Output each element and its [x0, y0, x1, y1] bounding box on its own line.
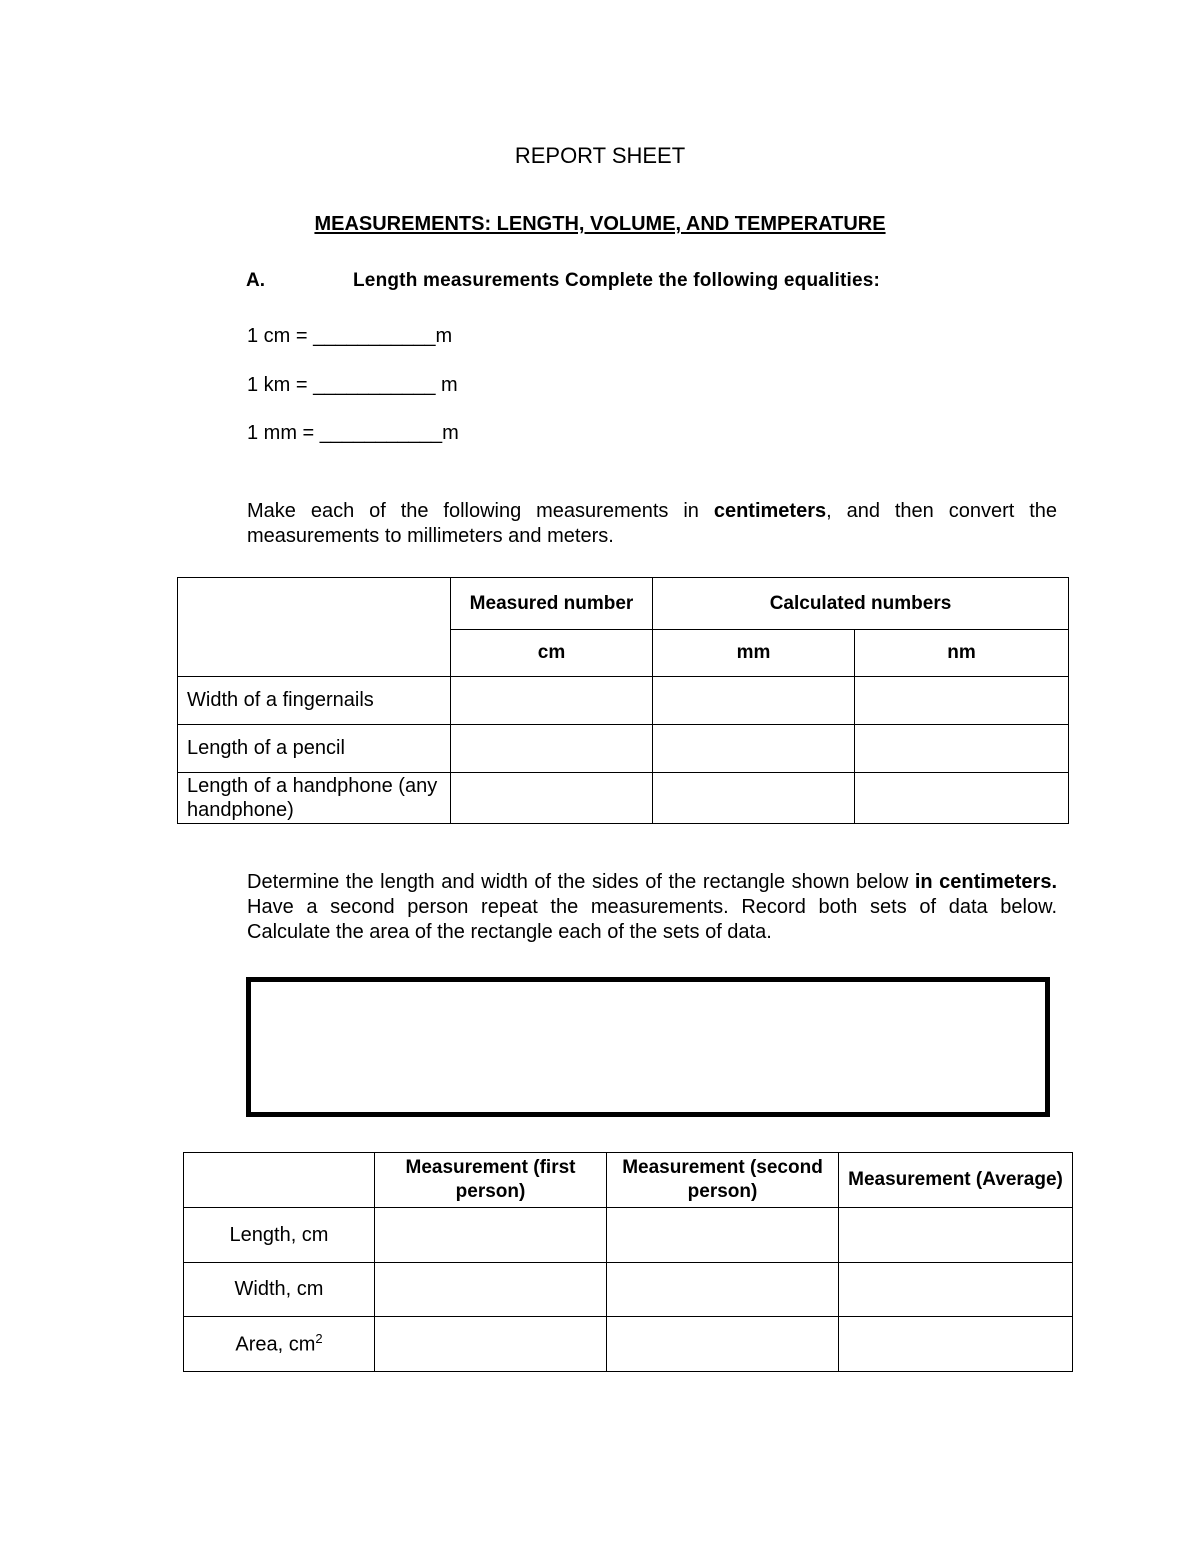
table-row [178, 677, 1069, 725]
table-row [178, 773, 1069, 824]
table1-row-label: Width of a fingernails [178, 677, 451, 725]
measurement-rectangle [246, 977, 1050, 1117]
table1-header-calculated: Calculated numbers [653, 578, 1069, 630]
table1-unit-mm: mm [653, 630, 855, 677]
area-superscript: 2 [315, 1331, 323, 1347]
equality-km: 1 km = ___________ m [247, 374, 458, 396]
para2-bold-text: in centimeters. [914, 871, 1058, 893]
table2-cell[interactable] [839, 1263, 1073, 1317]
table1-cell[interactable] [653, 677, 855, 725]
table-row [184, 1208, 1073, 1263]
table2-cell[interactable] [839, 1208, 1073, 1263]
length-measurements-table [177, 577, 1069, 824]
table2-header-first-person: Measurement (first person) [375, 1153, 607, 1208]
table1-unit-nm: nm [855, 630, 1069, 677]
para1-text-before: Make each of the following measurements in [247, 500, 714, 522]
table2-cell[interactable] [375, 1263, 607, 1317]
para1-bold-text: centimeters [713, 500, 827, 522]
table-row [184, 1317, 1073, 1372]
instruction-paragraph-2 [247, 870, 1057, 945]
para2-text-after: Have a second person repeat the measurements. Record both sets of data below. Calculate the area of the rectangle each of the sets of data. [247, 896, 1057, 943]
table2-cell[interactable] [607, 1208, 839, 1263]
page-subtitle: MEASUREMENTS: LENGTH, VOLUME, AND TEMPERATURE [314, 213, 886, 235]
table2-cell[interactable] [375, 1317, 607, 1372]
table2-cell[interactable] [375, 1208, 607, 1263]
table1-cell[interactable] [855, 677, 1069, 725]
table2-cell[interactable] [607, 1263, 839, 1317]
table1-cell[interactable] [451, 725, 653, 773]
table1-unit-cm: cm [451, 630, 653, 677]
table2-row-label: Width, cm [184, 1263, 375, 1317]
table-row [184, 1263, 1073, 1317]
table2-row-label-area [184, 1317, 375, 1372]
table1-row-label: Length of a pencil [178, 725, 451, 773]
table2-row-label: Length, cm [184, 1208, 375, 1263]
table1-cell[interactable] [855, 773, 1069, 824]
table1-row-label: Length of a handphone (any handphone) [178, 773, 451, 824]
table1-cell[interactable] [653, 773, 855, 824]
table1-empty-corner [178, 578, 451, 677]
area-label-text: Area, cm [235, 1333, 316, 1356]
table2-header-second-person: Measurement (second person) [607, 1153, 839, 1208]
section-letter: A. [246, 270, 265, 291]
equality-cm: 1 cm = ___________m [247, 325, 453, 347]
table1-cell[interactable] [451, 677, 653, 725]
table1-header-measured: Measured number [451, 578, 653, 630]
page-title: REPORT SHEET [514, 143, 686, 168]
para2-text-before: Determine the length and width of the sides of the rectangle shown below [247, 871, 915, 893]
section-heading: Length measurements Complete the following equalities: [353, 270, 881, 291]
table2-cell[interactable] [607, 1317, 839, 1372]
table1-cell[interactable] [653, 725, 855, 773]
table2-cell[interactable] [839, 1317, 1073, 1372]
table1-cell[interactable] [855, 725, 1069, 773]
para1-text-after: , and then convert the measurements to millimeters and meters. [247, 500, 1058, 547]
table1-cell[interactable] [451, 773, 653, 824]
table-row [178, 725, 1069, 773]
table2-header-average: Measurement (Average) [839, 1153, 1073, 1208]
equality-mm: 1 mm = ___________m [247, 422, 459, 444]
instruction-paragraph-1 [247, 499, 1057, 549]
rectangle-measurements-table [183, 1152, 1073, 1372]
table2-empty-corner [184, 1153, 375, 1208]
